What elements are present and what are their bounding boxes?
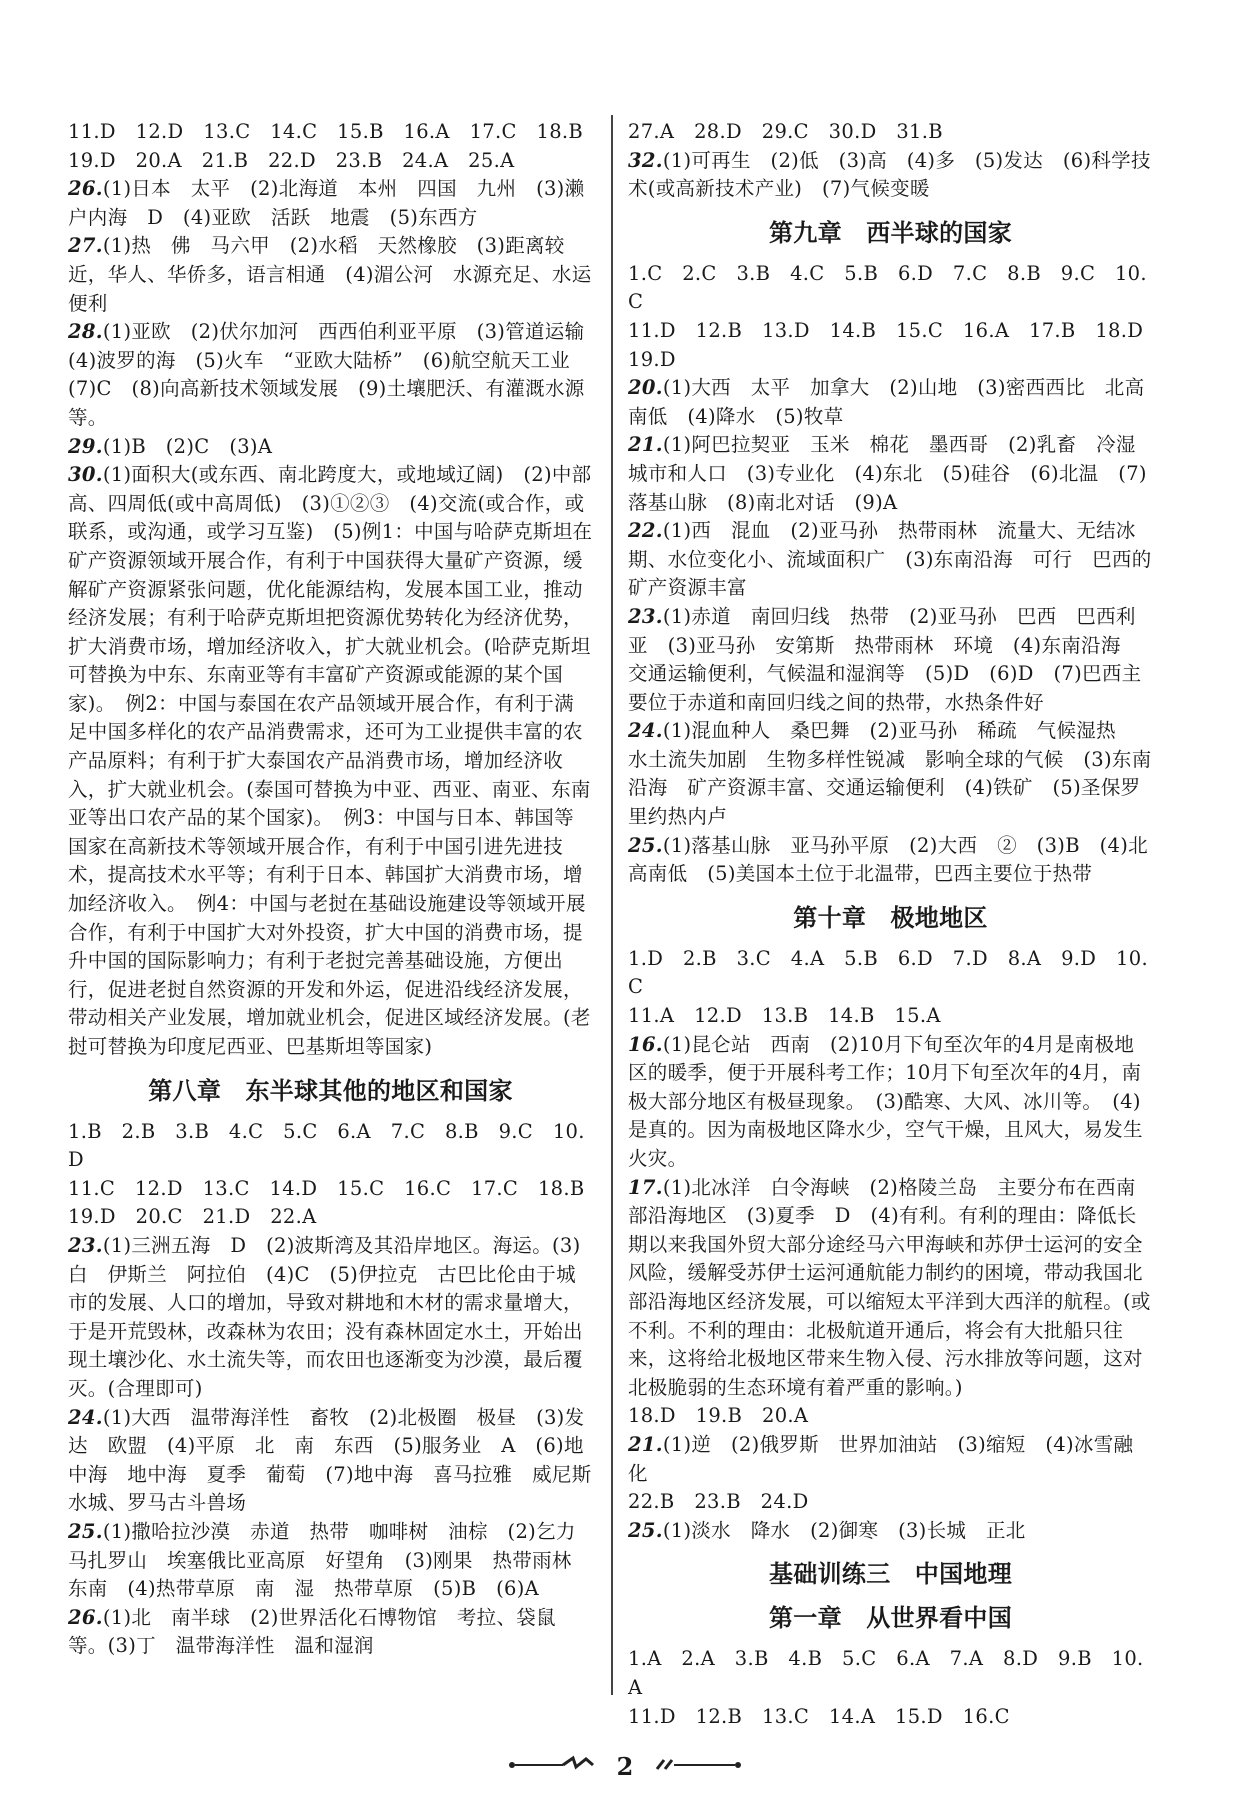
column-divider	[611, 115, 613, 1695]
answer-item	[628, 1703, 1153, 1732]
answer-text: (1)北 南半球 (2)世界活化石博物馆 考拉、袋鼠等。(3)丁 温带海洋性 温和湿润	[68, 1605, 556, 1658]
answer-item	[68, 1404, 593, 1518]
answer-text: 19.D 20.C 21.D 22.A	[68, 1205, 317, 1229]
answer-text: (1)西 混血 (2)亚马孙 热带雨林 流量大、无结冰期、水位变化小、流域面积广 (3)东南沿海 可行 巴西的矿产资源丰富	[628, 519, 1152, 600]
answer-text: (1)淡水 降水 (2)御寒 (3)长城 正北	[662, 1518, 1026, 1542]
answer-text: (1)逆 (2)俄罗斯 世界加油站 (3)缩短 (4)冰雪融化	[628, 1432, 1134, 1485]
question-number: 20.	[628, 376, 663, 400]
answer-text: (1)落基山脉 亚马孙平原 (2)大西 ② (3)B (4)北高南低 (5)美国本土位于北温带，巴西主要位于热带	[628, 833, 1148, 886]
answer-item	[68, 433, 593, 462]
answer-item	[628, 1174, 1153, 1403]
answer-text: 1.D 2.B 3.C 4.A 5.B 6.D 7.D 8.A 9.D 10.C	[628, 946, 1148, 999]
question-number: 25.	[68, 1519, 103, 1543]
question-number: 21.	[628, 433, 663, 457]
answer-text: (1)热 佛 马六甲 (2)水稻 天然橡胶 (3)距离较近，华人、华侨多，语言相通 (4)湄公河 水源充足、水运便利	[68, 234, 592, 315]
left-column	[68, 118, 605, 1661]
answer-item	[68, 118, 593, 147]
answer-text: (1)三洲五海 D (2)波斯湾及其沿岸地区。海运。(3)白 伊斯兰 阿拉伯 (4)C (5)伊拉克 古巴比伦由于城市的发展、人口的增加，导致对耕地和木材的需求量增大，于是开荒毁林，改森林为农田；没有森林固定水土，开始出现土壤沙化、水土流失等，而农田也逐渐变为沙漠，最后覆灭。(合理即可)	[68, 1233, 583, 1400]
answer-text: 11.A 12.D 13.B 14.B 15.A	[628, 1004, 941, 1028]
answer-item	[628, 317, 1153, 346]
right-ornament-icon	[652, 1755, 742, 1779]
answer-text: 11.C 12.D 13.C 14.D 15.C 16.C 17.C 18.B	[68, 1176, 585, 1200]
answer-text: (1)阿巴拉契亚 玉米 棉花 墨西哥 (2)乳畜 冷湿 城市和人口 (3)专业化 (4)东北 (5)硅谷 (6)北温 (7)落基山脉 (8)南北对话 (9)A	[628, 433, 1156, 514]
answer-text: (1)赤道 南回归线 热带 (2)亚马孙 巴西 巴西利亚 (3)亚马孙 安第斯 热带雨林 环境 (4)东南沿海 交通运输便利，气候温和湿润等 (5)D (6)D (7)巴西主要位于赤道和南回归线之间的热带，水热条件好	[628, 604, 1142, 714]
answer-text: 11.D 12.B 13.C 14.A 15.D 16.C	[628, 1704, 1010, 1728]
answer-item	[628, 517, 1153, 603]
answer-item	[68, 147, 593, 176]
question-number: 32.	[628, 148, 663, 172]
answer-item	[628, 603, 1153, 717]
chapter-heading: 第九章 西半球的国家	[769, 218, 1012, 247]
answer-text: 1.C 2.C 3.B 4.C 5.B 6.D 7.C 8.B 9.C 10.C	[628, 261, 1147, 314]
answer-text: 19.D	[628, 347, 676, 371]
answer-item	[68, 1203, 593, 1232]
question-number: 23.	[628, 604, 663, 628]
question-number: 24.	[628, 719, 663, 743]
answer-item	[68, 461, 593, 1061]
right-column	[628, 118, 1161, 1731]
answer-item	[628, 832, 1153, 889]
question-number: 26.	[68, 1605, 103, 1629]
answer-item	[628, 1002, 1153, 1031]
answer-text: 19.D 20.A 21.B 22.D 23.B 24.A 25.A	[68, 148, 515, 172]
answer-item	[628, 1517, 1153, 1546]
question-number: 25.	[628, 1518, 663, 1542]
question-number: 22.	[628, 519, 663, 543]
left-ornament-icon	[508, 1755, 598, 1779]
answer-text: 22.B 23.B 24.D	[628, 1490, 809, 1514]
question-number: 17.	[628, 1175, 663, 1199]
question-number: 30.	[68, 463, 103, 487]
answer-item	[628, 346, 1153, 375]
chapter-heading: 第八章 东半球其他的地区和国家	[148, 1076, 513, 1105]
answer-item	[68, 175, 593, 232]
answer-item	[68, 1604, 593, 1661]
page-number: 2	[616, 1752, 634, 1781]
answer-item	[628, 1402, 1153, 1431]
answer-item	[628, 147, 1153, 204]
answer-item	[68, 1518, 593, 1604]
page-footer	[0, 1752, 1250, 1782]
chapter-heading: 第十章 极地地区	[793, 903, 988, 932]
answer-text: 11.D 12.D 13.C 14.C 15.B 16.A 17.C 18.B	[68, 120, 584, 143]
question-number: 23.	[68, 1233, 103, 1257]
question-number: 21.	[628, 1432, 663, 1456]
answer-item	[628, 1031, 1153, 1174]
answer-text: (1)混血种人 桑巴舞 (2)亚马孙 稀疏 气候湿热 水土流失加剧 生物多样性锐减 影响全球的气候 (3)东南沿海 矿产资源丰富、交通运输便利 (4)铁矿 (5)圣保罗 里约热内卢	[628, 719, 1161, 829]
answer-item	[628, 1645, 1153, 1702]
answer-item	[68, 1175, 593, 1204]
answer-text: 18.D 19.B 20.A	[628, 1404, 809, 1428]
answer-text: (1)面积大(或东西、南北跨度大，或地域辽阔) (2)中部高、四周低(或中高周低) (3)①②③ (4)交流(或合作，或联系，或沟通，或学习互鉴) (5)例1：中国与哈萨克斯坦在矿产资源领域开展合作，有利于中国获得大量矿产资源，缓解矿产资源紧张问题，优化能源结构，发展本国工业，推动经济发展；有利于哈萨克斯坦把资源优势转化为经济优势，扩大消费市场，增加经济收入，扩大就业机会。(哈萨克斯坦可替换为中东、东南亚等有丰富矿产资源或能源的某个国家)。 例2：中国与泰国在农产品领域开展合作，有利于满足中国多样化的农产品消费需求，还可为工业提供丰富的农产品原料；有利于扩大泰国农产品消费市场，增加经济收入，扩大就业机会。(泰国可替换为中亚、西亚、南亚、东南亚等出口农产品的某个国家)。 例3：中国与日本、韩国等国家在高新技术等领域开展合作，有利于中国引进先进技术，提高技术水平等；有利于日本、韩国扩大消费市场，增加经济收入。 例4：中国与老挝在基础设施建设等领域开展合作，有利于中国扩大对外投资，扩大中国的消费市场，提升中国的国际影响力；有利于老挝完善基础设施，方便出行，促进老挝自然资源的开发和外运，促进沿线经济发展，带动相关产业发展，增加就业机会，促进区域经济发展。(老挝可替换为印度尼西亚、巴基斯坦等国家)	[68, 463, 593, 1058]
chapter-heading: 基础训练三 中国地理	[769, 1560, 1012, 1589]
answer-text: (1)昆仑站 西南 (2)10月下旬至次年的4月是南极地区的暖季，便于开展科考工作；10月下旬至次年的4月，南极大部分地区有极昼现象。 (3)酷寒、大风、冰川等。 (4)是真的。因为南极地区降水少，空气干燥，且风大，易发生火灾。	[628, 1032, 1143, 1170]
answer-text: (1)北冰洋 白令海峡 (2)格陵兰岛 主要分布在西南部沿海地区 (3)夏季 D (4)有利。有利的理由：降低长期以来我国外贸大部分途经马六甲海峡和苏伊士运河的安全风险，缓解受苏伊士运河通航能力制约的困境，带动我国北部沿海地区经济发展，可以缩短太平洋到大西洋的航程。(或不利。不利的理由：北极航道开通后，将会有大批船只往来，这将给北极地区带来生物入侵、污水排放等问题，这对北极脆弱的生态环境有着严重的影响。)	[628, 1175, 1151, 1399]
chapter-heading: 第一章 从世界看中国	[769, 1604, 1012, 1633]
answer-item	[628, 374, 1153, 431]
answer-text: (1)大西 太平 加拿大 (2)山地 (3)密西西比 北高南低 (4)降水 (5)牧草	[628, 376, 1145, 428]
answer-text: (1)撒哈拉沙漠 赤道 热带 咖啡树 油棕 (2)乞力马扎罗山 埃塞俄比亚高原 好望角 (3)刚果 热带雨林 东南 (4)热带草原 南 湿 热带草原 (5)B (6)A	[68, 1519, 592, 1601]
answer-item	[68, 1232, 593, 1404]
answer-text: 11.D 12.B 13.D 14.B 15.C 16.A 17.B 18.D	[628, 318, 1144, 342]
answer-item	[628, 118, 1153, 147]
answer-item	[628, 1431, 1153, 1488]
answer-item	[628, 945, 1153, 1002]
answer-item	[68, 232, 593, 318]
answer-text: (1)可再生 (2)低 (3)高 (4)多 (5)发达 (6)科学技术(或高新技术产业) (7)气候变暖	[628, 148, 1151, 201]
question-number: 29.	[68, 434, 103, 458]
answer-text: (1)B (2)C (3)A	[102, 434, 273, 458]
answer-text: (1)亚欧 (2)伏尔加河 西西伯利亚平原 (3)管道运输 (4)波罗的海 (5)火车 “亚欧大陆桥” (6)航空航天工业 (7)C (8)向高新技术领域发展 (9)土壤肥沃、有灌溉水源等。	[68, 320, 605, 429]
question-number: 28.	[68, 320, 103, 344]
answer-text: 1.B 2.B 3.B 4.C 5.C 6.A 7.C 8.B 9.C 10.D	[68, 1119, 585, 1172]
answer-item	[628, 431, 1156, 517]
question-number: 27.	[68, 234, 103, 258]
answer-item	[628, 1488, 1153, 1517]
question-number: 25.	[628, 833, 663, 857]
answer-text: (1)日本 太平 (2)北海道 本州 四国 九州 (3)濑户内海 D (4)亚欧 活跃 地震 (5)东西方	[68, 177, 585, 229]
answer-item	[628, 717, 1161, 831]
answer-text: 1.A 2.A 3.B 4.B 5.C 6.A 7.A 8.D 9.B 10.A	[628, 1647, 1144, 1699]
answer-item	[68, 318, 605, 432]
question-number: 16.	[628, 1032, 663, 1056]
answer-item	[68, 1118, 593, 1175]
answer-item	[628, 260, 1153, 317]
answer-text: (1)大西 温带海洋性 畜牧 (2)北极圈 极昼 (3)发达 欧盟 (4)平原 北 南 东西 (5)服务业 A (6)地中海 地中海 夏季 葡萄 (7)地中海 喜马拉雅 威尼斯水城、罗马古斗兽场	[68, 1405, 592, 1515]
answer-text: 27.A 28.D 29.C 30.D 31.B	[628, 120, 943, 143]
question-number: 26.	[68, 177, 103, 201]
question-number: 24.	[68, 1405, 103, 1429]
